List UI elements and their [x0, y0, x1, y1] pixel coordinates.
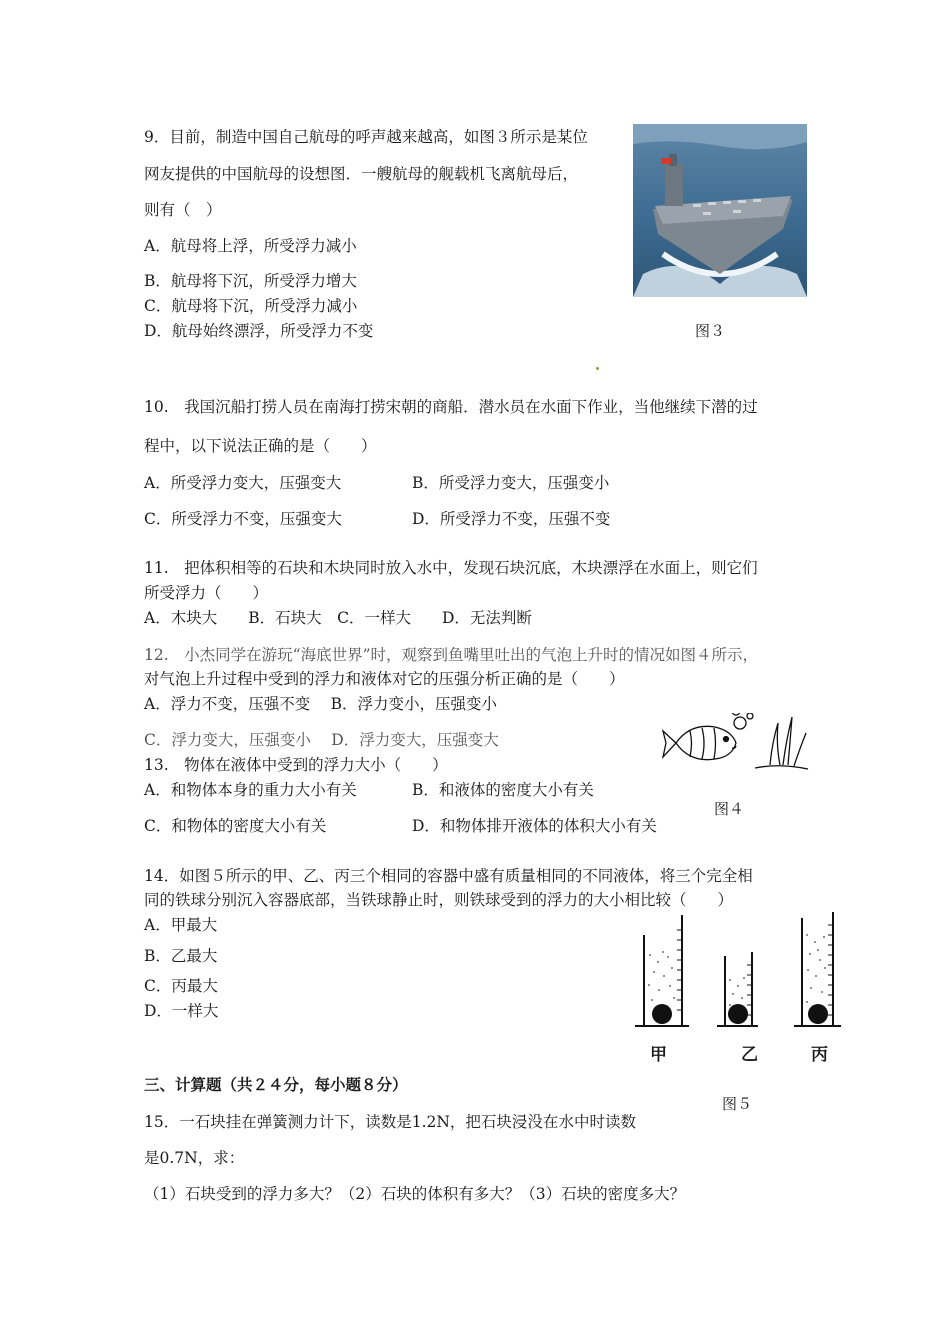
q10-option-b: B．所受浮力变大，压强变小	[412, 474, 610, 492]
q14-option-c: C．丙最大	[144, 977, 218, 995]
stray-dot	[596, 367, 599, 370]
q9-option-b: B．航母将下沉，所受浮力增大	[144, 272, 357, 290]
q13-option-b: B．和液体的密度大小有关	[412, 781, 594, 799]
q13-line1: 13. 物体在液体中受到的浮力大小（ ）	[144, 756, 448, 774]
q11-options: A．木块大 B．石块大 C．一样大 D．无法判断	[144, 609, 532, 627]
q12-options-cd: C．浮力变大，压强变小 D．浮力变大，压强变大	[144, 731, 499, 749]
q14-option-a: A．甲最大	[144, 916, 218, 934]
section-3-heading: 三、计算题（共２４分，每小题８分）	[144, 1075, 408, 1094]
q11-line2: 所受浮力（ ）	[144, 584, 269, 602]
q12-line2: 对气泡上升过程中受到的浮力和液体对它的压强分析正确的是（ ）	[144, 670, 625, 688]
figure-3-caption: 图３	[695, 322, 726, 340]
q10-option-c: C．所受浮力不变，压强变大	[144, 510, 342, 528]
container-label-bing: 丙	[811, 1045, 828, 1065]
q14-line2: 同的铁球分别沉入容器底部，当铁球静止时，则铁球受到的浮力的大小相比较（ ）	[144, 891, 734, 909]
q9-option-d: D．航母始终漂浮，所受浮力不变	[144, 322, 374, 340]
q12-line1: 12. 小杰同学在游玩“海底世界”时，观察到鱼嘴里吐出的气泡上升时的情况如图４所示，	[144, 646, 759, 664]
q14-line1: 14．如图５所示的甲、乙、丙三个相同的容器中盛有质量相同的不同液体，将三个完全相	[144, 867, 753, 885]
q10-line1: 10. 我国沉船打捞人员在南海打捞宋朝的商船．潜水员在水面下作业，当他继续下潜的过	[144, 398, 758, 416]
q10-option-d: D．所受浮力不变，压强不变	[412, 510, 611, 528]
q10-option-a: A．所受浮力变大，压强变大	[144, 474, 342, 492]
q14-option-d: D．一样大	[144, 1002, 219, 1020]
q9-option-c: C．航母将下沉，所受浮力减小	[144, 297, 358, 315]
q14-option-b: B．乙最大	[144, 947, 218, 965]
container-label-jia: 甲	[650, 1045, 667, 1065]
aircraft-carrier-photo	[633, 124, 807, 297]
q13-option-d: D．和物体排开液体的体积大小有关	[412, 817, 657, 835]
q9-option-a: A．航母将上浮，所受浮力减小	[144, 237, 357, 255]
q15-line1: 15．一石块挂在弹簧测力计下，读数是1.2N，把石块浸没在水中时读数	[144, 1113, 636, 1131]
q10-line2: 程中，以下说法正确的是（ ）	[144, 437, 377, 455]
figure-4-caption: 图４	[714, 800, 745, 818]
q12-options-ab: A．浮力不变，压强不变 B．浮力变小，压强变小	[144, 695, 498, 713]
containers-figure	[630, 910, 860, 1060]
container-label-yi: 乙	[741, 1045, 758, 1065]
q11-line1: 11. 把体积相等的石块和木块同时放入水中，发现石块沉底，木块漂浮在水面上，则它们	[144, 559, 758, 577]
figure-5-caption: 图５	[722, 1095, 753, 1113]
fish-bubbles-figure	[660, 713, 810, 773]
q15-line2: 是0.7N，求：	[144, 1149, 245, 1167]
q13-option-c: C．和物体的密度大小有关	[144, 817, 327, 835]
q9-line2: 网友提供的中国航母的设想图．一艘航母的舰载机飞离航母后，	[144, 165, 579, 183]
q15-line3: （1）石块受到的浮力多大？（2）石块的体积有多大？（3）石块的密度多大？	[144, 1185, 686, 1203]
q9-line3: 则有（ ）	[144, 201, 222, 219]
q9-line1: 9．目前，制造中国自己航母的呼声越来越高，如图３所示是某位	[144, 128, 588, 146]
q13-option-a: A．和物体本身的重力大小有关	[144, 781, 357, 799]
